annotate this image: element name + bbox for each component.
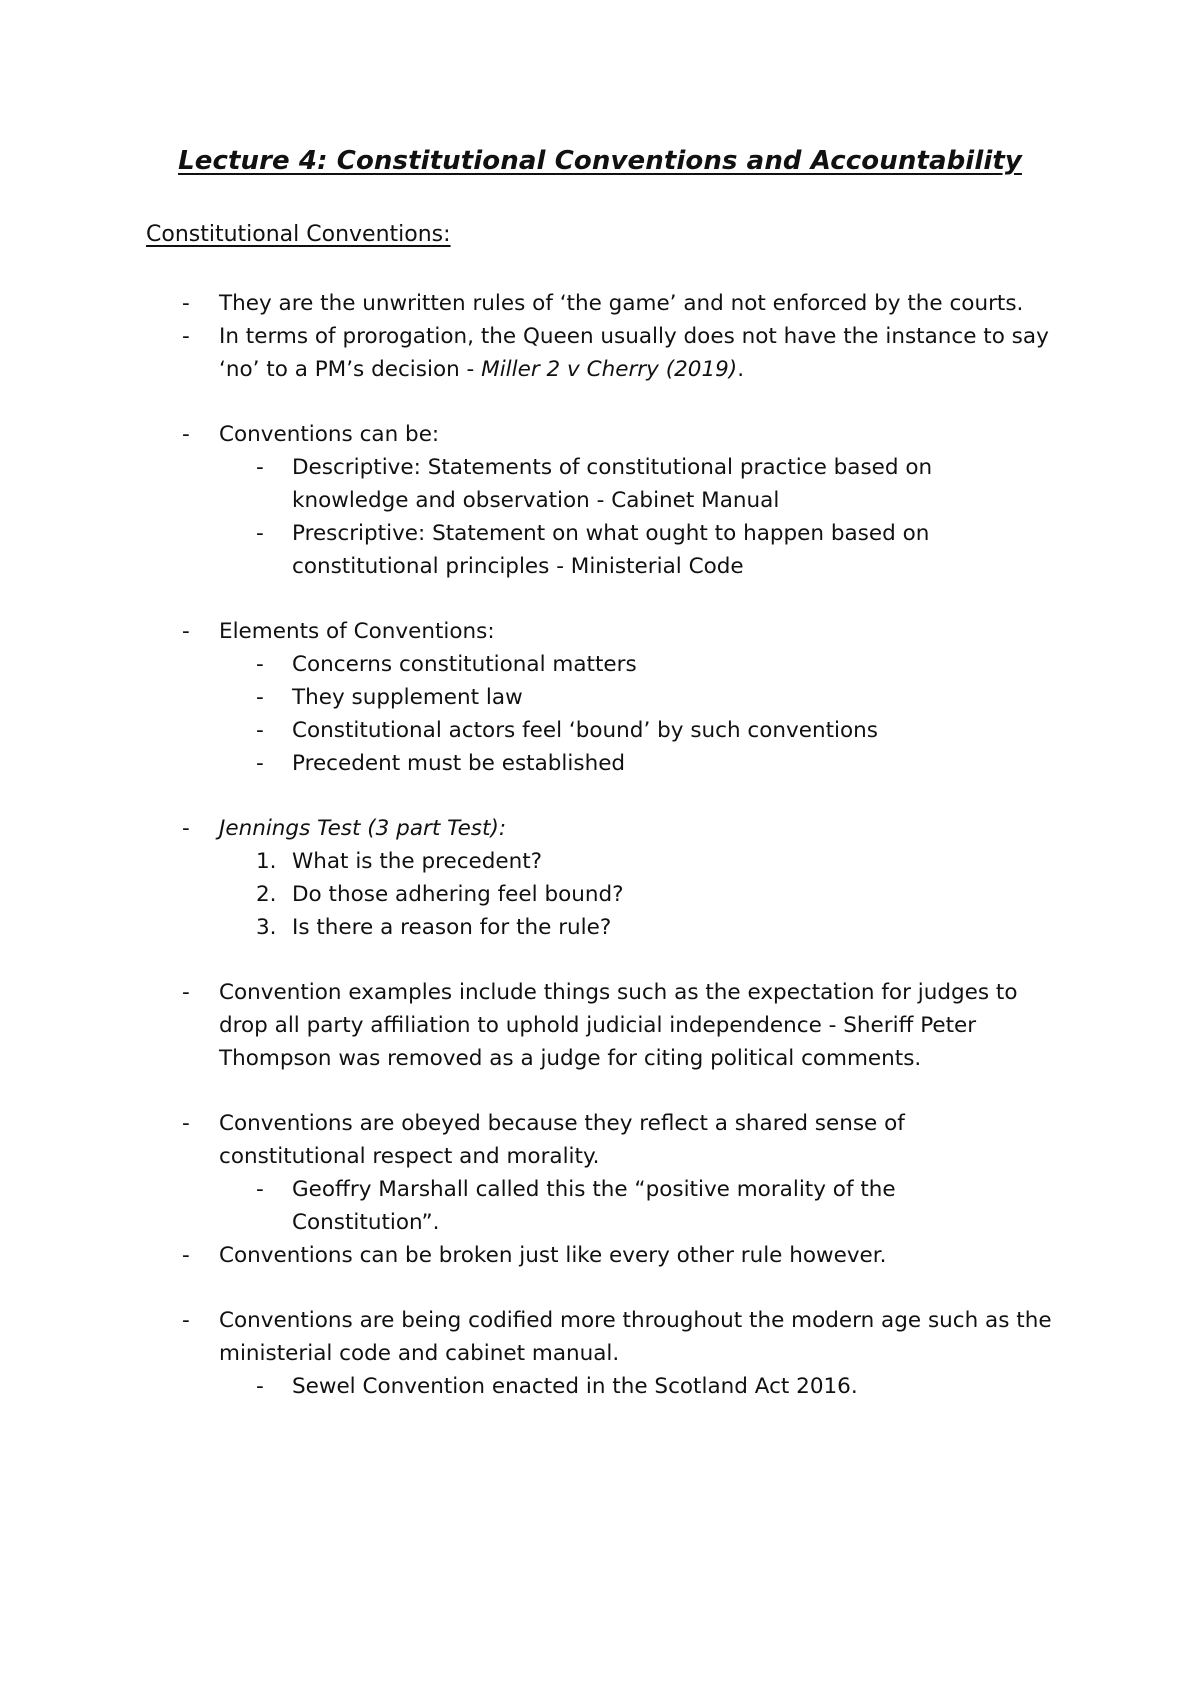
numbered-item: Is there a reason for the rule? — [292, 915, 612, 940]
bullet-text: Conventions can be: — [219, 422, 440, 447]
case-citation: Miller 2 v Cherry (2019) — [481, 357, 738, 382]
section-heading: Constitutional Conventions: — [146, 222, 451, 247]
bullet-text-continued: ministerial code and cabinet manual. — [219, 1341, 620, 1366]
sub-bullet-text-continued: knowledge and observation - Cabinet Manual — [292, 488, 780, 513]
sub-bullet-text: Geoffry Marshall called this the “positive morality of the — [292, 1177, 896, 1202]
bullet-text-continued: drop all party affiliation to uphold judicial independence - Sheriff Peter — [219, 1013, 977, 1038]
bullet-dash: - — [182, 816, 190, 841]
list-number: 2. — [256, 882, 277, 907]
bullet-text: Convention examples include things such as the expectation for judges to — [219, 980, 1018, 1005]
list-number: 1. — [256, 849, 277, 874]
sub-bullet-text: Descriptive: Statements of constitutional practice based on — [292, 455, 933, 480]
sub-bullet-text-continued: Constitution”. — [292, 1210, 440, 1235]
bullet-text-continued: Thompson was removed as a judge for citing political comments. — [219, 1046, 922, 1071]
sub-bullet-dash: - — [256, 1177, 264, 1202]
bullet-dash: - — [182, 619, 190, 644]
numbered-item: What is the precedent? — [292, 849, 543, 874]
bullet-dash: - — [182, 1111, 190, 1136]
bullet-dash: - — [182, 980, 190, 1005]
page-title: Lecture 4: Constitutional Conventions and Accountability — [178, 146, 1022, 176]
sub-bullet-dash: - — [256, 652, 264, 677]
bullet-dash: - — [182, 422, 190, 447]
list-number: 3. — [256, 915, 277, 940]
bullet-text: Conventions can be broken just like every other rule however. — [219, 1243, 887, 1268]
bullet-dash: - — [182, 291, 190, 316]
bullet-text: Elements of Conventions: — [219, 619, 495, 644]
sub-bullet-dash: - — [256, 1374, 264, 1399]
sub-bullet-dash: - — [256, 718, 264, 743]
bullet-text: In terms of prorogation, the Queen usually does not have the instance to say — [219, 324, 1049, 349]
text-run: ‘no’ to a PM’s decision - — [219, 357, 482, 382]
bullet-text-continued: constitutional respect and morality. — [219, 1144, 600, 1169]
sub-bullet-text: Constitutional actors feel ‘bound’ by such conventions — [292, 718, 878, 743]
bullet-text: Conventions are obeyed because they reflect a shared sense of — [219, 1111, 905, 1136]
sub-bullet-text-continued: constitutional principles - Ministerial Code — [292, 554, 744, 579]
bullet-dash: - — [182, 1308, 190, 1333]
sub-bullet-text: Concerns constitutional matters — [292, 652, 637, 677]
bullet-text: They are the unwritten rules of ‘the game’ and not enforced by the courts. — [219, 291, 1024, 316]
bullet-text: Jennings Test (3 part Test): — [219, 816, 507, 841]
sub-bullet-dash: - — [256, 751, 264, 776]
bullet-dash: - — [182, 324, 190, 349]
bullet-text-continued — [219, 354, 744, 387]
sub-bullet-text: Precedent must be established — [292, 751, 626, 776]
sub-bullet-text: They supplement law — [292, 685, 523, 710]
sub-bullet-dash: - — [256, 521, 264, 546]
bullet-dash: - — [182, 1243, 190, 1268]
sub-bullet-text: Prescriptive: Statement on what ought to happen based on — [292, 521, 930, 546]
text-run: . — [737, 357, 745, 382]
sub-bullet-text: Sewel Convention enacted in the Scotland Act 2016. — [292, 1374, 858, 1399]
sub-bullet-dash: - — [256, 685, 264, 710]
bullet-text: Conventions are being codified more throughout the modern age such as the — [219, 1308, 1052, 1333]
numbered-item: Do those adhering feel bound? — [292, 882, 624, 907]
sub-bullet-dash: - — [256, 455, 264, 480]
